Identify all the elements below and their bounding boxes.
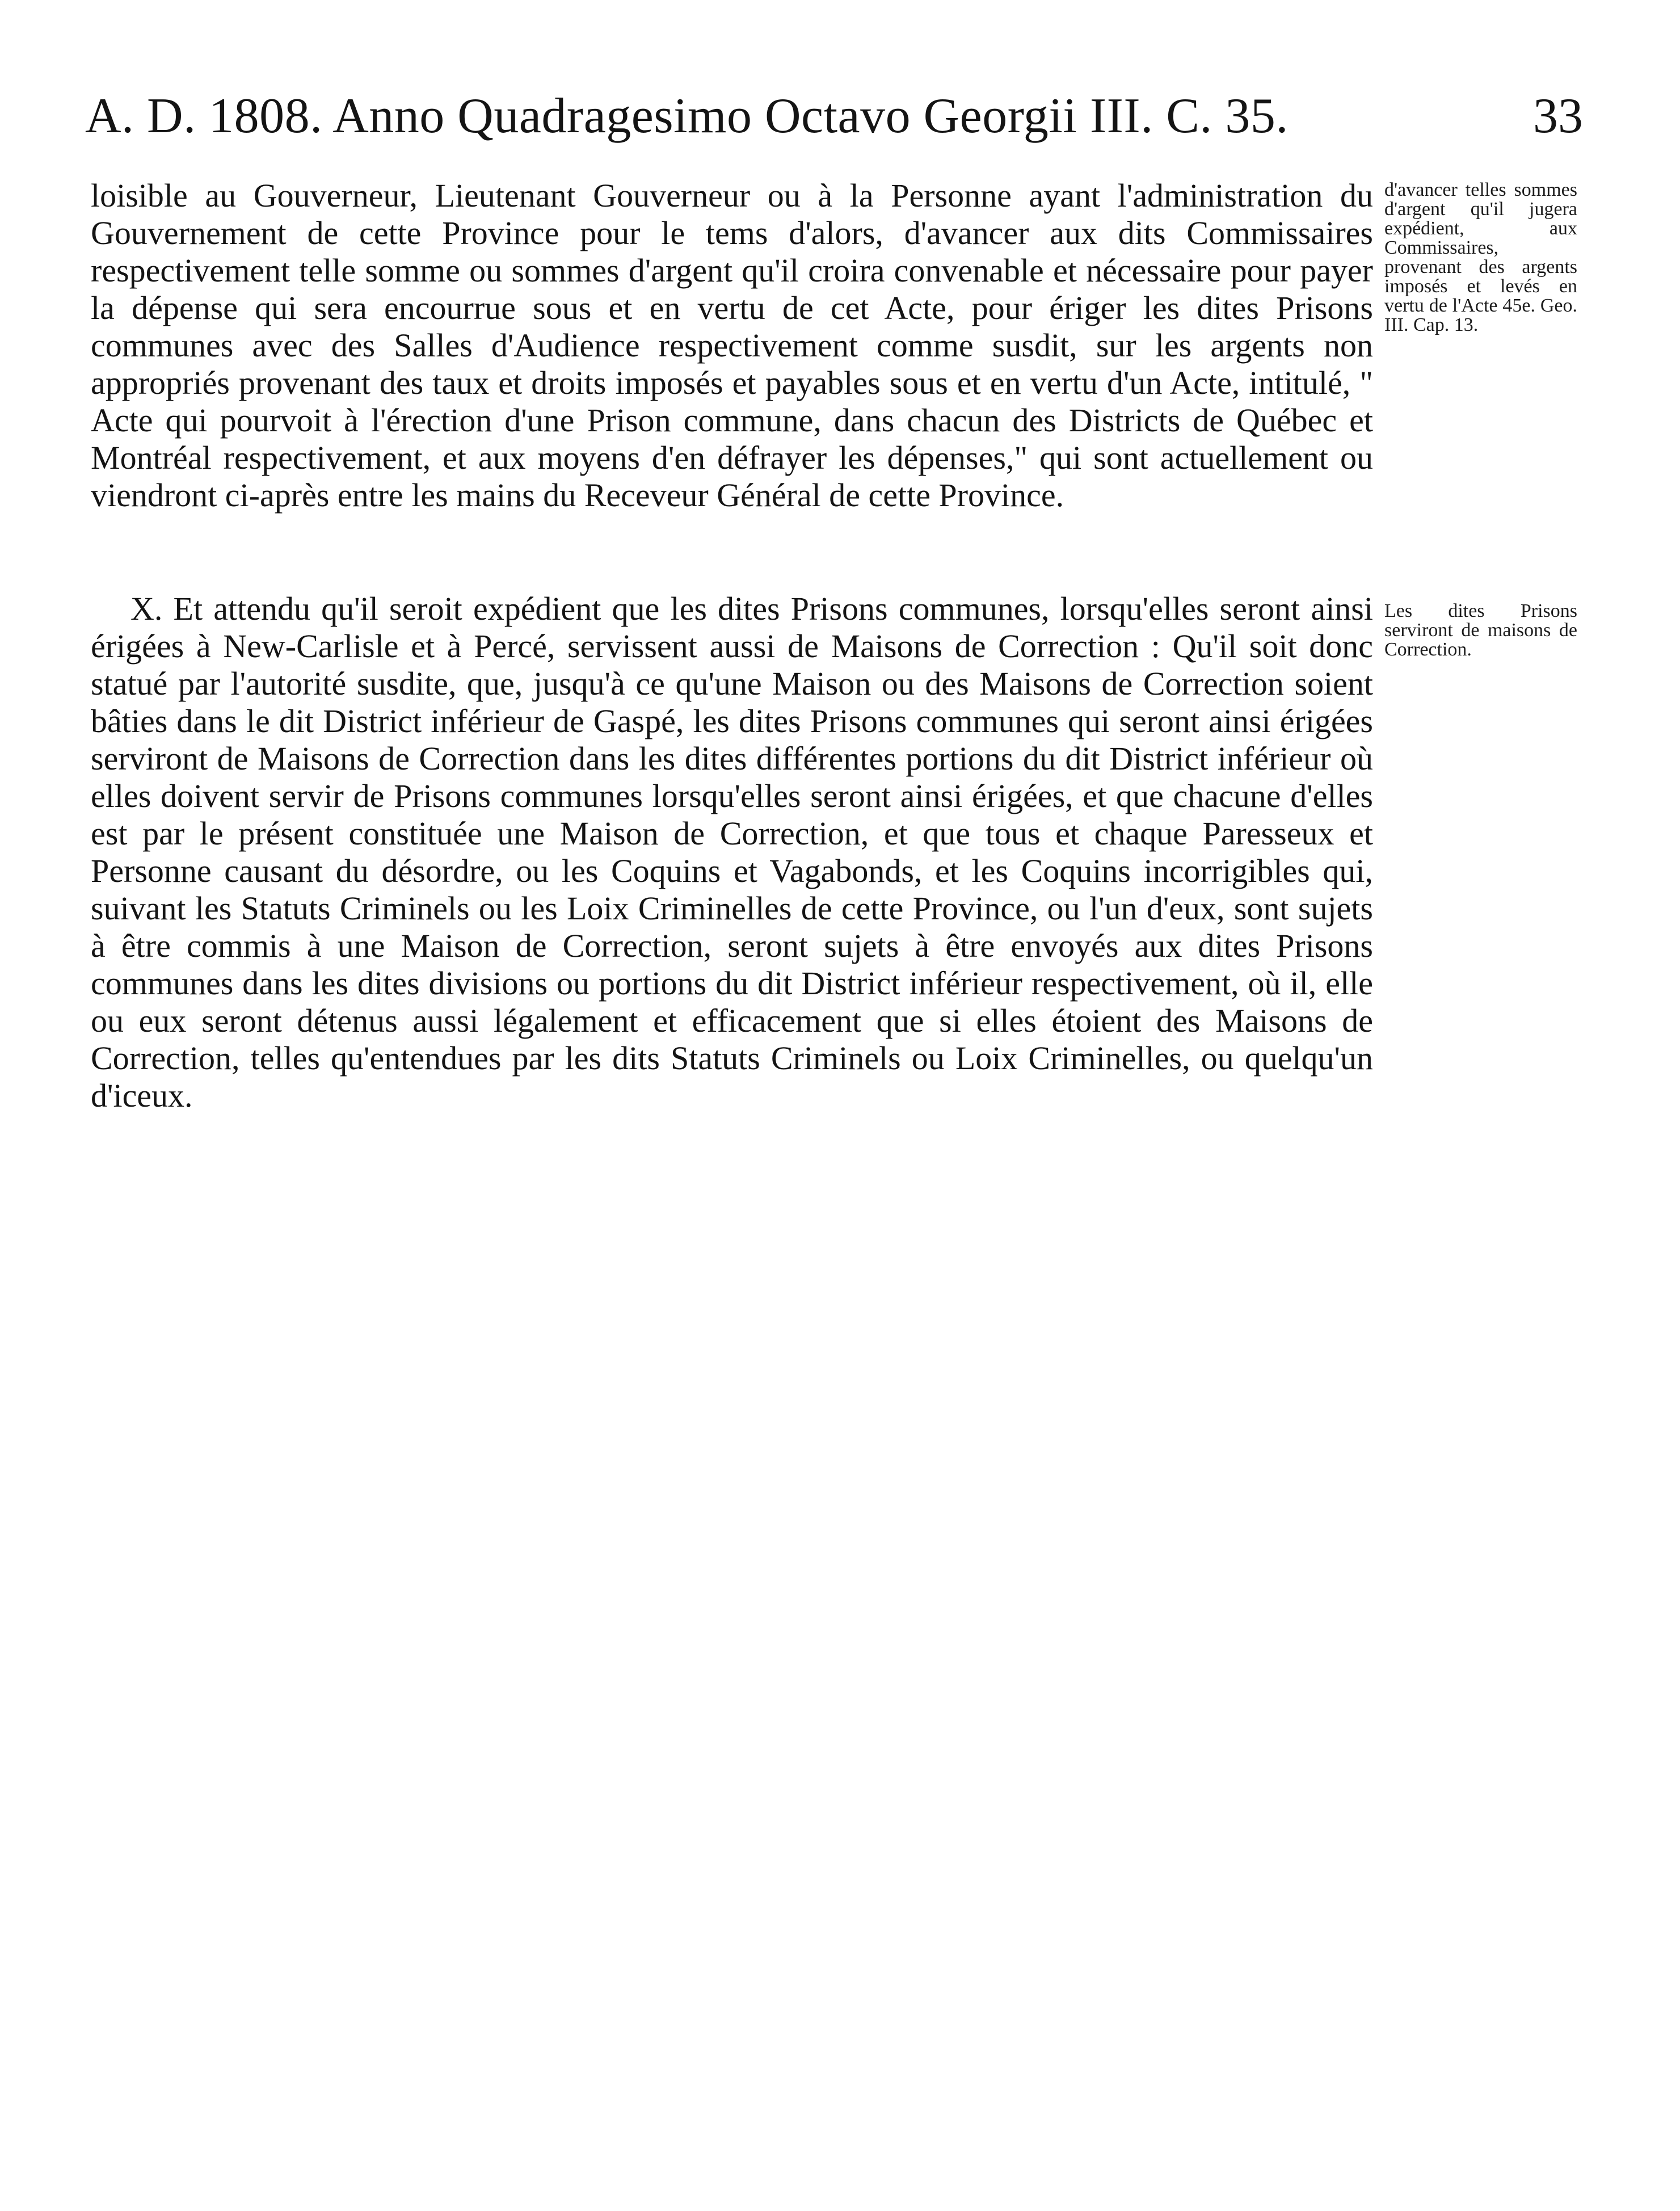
page-number: 33 <box>1533 89 1583 144</box>
body-paragraph-2: X. Et attendu qu'il seroit expédient que les dites Prisons communes, lorsqu'elles seront ainsi érigées à New-Carlisle et à Percé, servissent aussi de Maisons de Correction : Qu'il soit donc statué par l'autorité susdite, que, jusqu'à ce qu'une Maison ou des Maisons de Correction soient bâties dans le dit District inférieur de Gaspé, les dites Prisons communes qui seront ainsi érigées serviront de Maisons de Correction dans les dites différentes portions du dit District inférieur où elles doivent servir de Prisons communes lorsqu'elles seront ainsi érigées, et que chacune d'elles est par le présent constituée une Maison de Correction, et que tous et chaque Paresseux et Personne causant du désordre, ou les Coquins et Vagabonds, et les Coquins incorrigibles qui, suivant les Statuts Criminels ou les Loix Criminelles de cette Province, ou l'un d'eux, sont sujets à être commis à une Maison de Correction, seront sujets à être envoyés aux dites Prisons communes dans les dites divisions ou portions du dit District inférieur respectivement, où il, elle ou eux seront détenus aussi légalement et efficacement que si elles étoient des Maisons de Correction, telles qu'entendues par les dits Statuts Criminels ou Loix Criminelles, ou quelqu'un d'iceux. <box>91 590 1373 1114</box>
body-paragraph-1: loisible au Gouverneur, Lieutenant Gouverneur ou à la Personne ayant l'administration du Gouvernement de cette Province pour le tems d'alors, d'avancer aux dits Commissaires respectivement telle somme ou sommes d'argent qu'il croira convenable et nécessaire pour payer la dépense qui sera encourrue sous et en vertu de cet Acte, pour ériger les dites Prisons communes avec des Salles d'Audience respectivement comme susdit, sur les argents non appropriés provenant des taux et droits imposés et payables sous et en vertu d'un Acte, intitulé, " Acte qui pourvoit à l'érection d'une Prison commune, dans chacun des Districts de Québec et Montréal respectivement, et aux moyens d'en défrayer les dépenses," qui sont actuellement ou viendront ci-après entre les mains du Receveur Général de cette Province. <box>91 177 1373 514</box>
marginal-note-1: d'avancer telles sommes d'argent qu'il jugera expédient, aux Commissaires, provenant des argents imposés et levés en vertu de l'Acte 45e. Geo. III. Cap. 13. <box>1384 179 1577 335</box>
marginal-note-2: Les dites Prisons serviront de maisons de Correction. <box>1384 600 1577 660</box>
running-head: A. D. 1808. Anno Quadragesimo Octavo Georgii III. C. 35. <box>85 89 1289 144</box>
page-header <box>85 85 1583 148</box>
